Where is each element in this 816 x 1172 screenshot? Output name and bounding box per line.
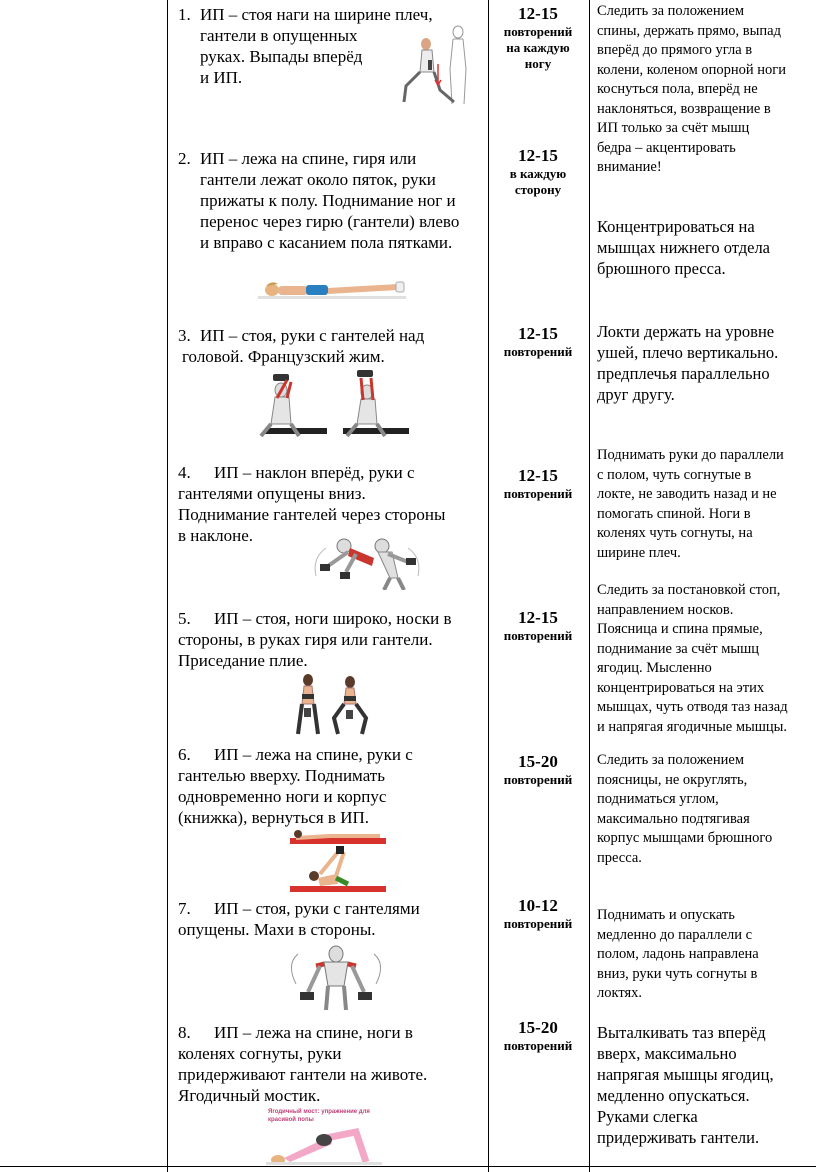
- note-line: брюшного пресса.: [597, 259, 726, 278]
- exercise-line: прижаты к полу. Поднимание ног и: [200, 191, 456, 210]
- note-line: мышцах нижнего отдела: [597, 238, 771, 257]
- exercise-2-note: [597, 216, 815, 279]
- bent-over-raise-illustration: [312, 532, 422, 590]
- reps-count: 12-15: [518, 4, 558, 23]
- exercise-line: ИП – стоя, ноги широко, носки в: [214, 609, 452, 628]
- reps-unit: на каждую: [506, 40, 570, 55]
- column-divider-middle: [488, 0, 489, 1172]
- note-line: Следить за положением: [597, 3, 744, 19]
- exercise-3-description: [178, 325, 483, 367]
- note-line: Поясница и спина прямые,: [597, 621, 763, 637]
- exercise-line: ИП – наклон вперёд, руки с: [214, 463, 415, 482]
- reps-count: 12-15: [518, 608, 558, 627]
- note-line: медленно опускаться.: [597, 1086, 750, 1105]
- exercise-line: коленях согнуты, руки: [178, 1044, 342, 1063]
- exercise-3-reps: [490, 324, 586, 360]
- exercise-line: гантелями опущены вниз.: [178, 484, 366, 503]
- note-line: Поднимать руки до параллели: [597, 447, 784, 463]
- note-line: ушей, плечо вертикально.: [597, 343, 779, 362]
- exercise-number: 2.: [178, 149, 191, 168]
- reps-unit: повторений: [503, 1038, 573, 1053]
- jackknife-illustration: [290, 830, 386, 896]
- lying-woman-illustration: [258, 274, 406, 304]
- exercise-1-note: [597, 2, 815, 178]
- reps-unit: повторений: [503, 486, 573, 501]
- note-line: медленно до параллели с: [597, 926, 753, 943]
- exercise-line: ИП – стоя, руки с гантелями: [214, 899, 420, 918]
- note-line: друг другу.: [597, 385, 675, 404]
- note-line: Следить за постановкой стоп,: [597, 582, 781, 598]
- reps-count: 12-15: [518, 146, 558, 165]
- column-divider-left: [167, 0, 168, 1172]
- reps-unit: повторений: [503, 24, 573, 39]
- note-line: Локти держать на уровне: [597, 322, 775, 341]
- note-line: пресса.: [597, 849, 642, 866]
- note-line: коснуться пола, вперёд не: [597, 81, 758, 97]
- note-line: Поднимать и опускать: [597, 907, 735, 923]
- note-line: вперёд до прямого угла в: [597, 42, 753, 58]
- exercise-6-note: [597, 751, 815, 868]
- exercise-line: придерживают гантели на животе.: [178, 1065, 428, 1084]
- note-line: локте, не заводить назад и не: [597, 486, 777, 502]
- note-line: вниз, руки чуть согнуты в: [597, 965, 758, 982]
- note-line: бедра – акцентировать: [597, 139, 736, 156]
- exercise-line: ИП – лежа на спине, руки с: [214, 745, 413, 764]
- exercise-line: гантели в опущенных: [200, 26, 358, 45]
- exercise-line: в наклоне.: [178, 526, 254, 545]
- exercise-5-reps: [490, 608, 586, 644]
- exercise-line: Ягодичный мостик.: [178, 1086, 321, 1105]
- exercise-line: перенос через гирю (гантели) влево: [200, 212, 460, 231]
- note-line: максимально подтягивая: [597, 810, 750, 827]
- note-line: придерживать гантели.: [597, 1128, 760, 1147]
- exercise-number: 5.: [178, 609, 191, 628]
- exercise-6-description: [178, 744, 483, 828]
- table-bottom-border: [0, 1166, 816, 1167]
- exercise-line: одновременно ноги и корпус: [178, 787, 387, 806]
- note-line: и напрягая ягодичные мышцы.: [597, 718, 788, 735]
- exercise-line: ИП – стоя, руки с гантелей над: [200, 326, 425, 345]
- reps-count: 15-20: [518, 752, 558, 771]
- plie-squat-illustration: [290, 672, 372, 738]
- exercise-number: 8.: [178, 1023, 191, 1042]
- exercise-line: гантелью вверху. Поднимать: [178, 766, 385, 785]
- note-line: ягодиц. Мысленно: [597, 660, 712, 676]
- note-line: концентрироваться на этих: [597, 679, 765, 696]
- exercise-line: ИП – лежа на спине, ноги в: [214, 1023, 413, 1042]
- note-line: поясницы, не округлять,: [597, 771, 748, 788]
- note-line: напрягая мышцы ягодиц,: [597, 1065, 774, 1084]
- note-line: ширине плеч.: [597, 544, 681, 561]
- reps-count: 15-20: [518, 1018, 558, 1037]
- reps-unit: сторону: [514, 182, 562, 197]
- note-line: подниматься углом,: [597, 791, 719, 807]
- exercise-line: Поднимание гантелей через стороны: [178, 505, 446, 524]
- overhead-press-illustration: [255, 366, 413, 440]
- column-divider-right: [589, 0, 590, 1172]
- exercise-7-note: [597, 906, 815, 1004]
- note-line: мышцах, чуть отводя таз назад: [597, 699, 788, 715]
- exercise-line: ИП – стоя наги на ширине плеч,: [200, 5, 433, 24]
- note-line: направлением носков.: [597, 601, 734, 618]
- exercise-number: 6.: [178, 745, 191, 764]
- note-line: корпус мышцами брюшного: [597, 830, 773, 846]
- reps-count: 10-12: [518, 896, 558, 915]
- exercise-7-description: [178, 898, 483, 940]
- reps-count: 12-15: [518, 466, 558, 485]
- exercise-line: головой. Французский жим.: [182, 347, 385, 366]
- note-line: вверх, максимально: [597, 1044, 737, 1063]
- exercise-2-reps: [490, 146, 586, 198]
- exercise-7-reps: [490, 896, 586, 932]
- note-line: наклоняться, возвращение в: [597, 100, 771, 117]
- reps-unit: в каждую: [509, 166, 567, 181]
- exercise-line: и вправо с касанием пола пятками.: [200, 233, 453, 252]
- note-line: полом, ладонь направлена: [597, 946, 759, 962]
- note-line: помогать спиной. Ноги в: [597, 505, 751, 522]
- note-line: предплечья параллельно: [597, 364, 770, 383]
- glute-bridge-caption: Ягодичный мост: упражнение для красивой попы: [268, 1109, 370, 1123]
- exercise-6-reps: [490, 752, 586, 788]
- lunge-figure-illustration: [398, 24, 480, 112]
- note-line: поднимание за счёт мышц: [597, 640, 760, 657]
- exercise-5-note: [597, 581, 815, 737]
- note-line: внимание!: [597, 159, 662, 175]
- note-line: коленях чуть согнуты, на: [597, 525, 753, 541]
- reps-unit: повторений: [503, 344, 573, 359]
- reps-unit: ногу: [524, 56, 552, 71]
- exercise-4-reps: [490, 466, 586, 502]
- note-line: спины, держать прямо, выпад: [597, 22, 781, 39]
- exercise-line: и ИП.: [200, 68, 243, 87]
- exercise-2-description: [178, 148, 483, 253]
- exercise-number: 4.: [178, 463, 191, 482]
- exercise-3-note: [597, 321, 815, 405]
- exercise-number: 1.: [178, 5, 191, 24]
- exercise-8-description: [178, 1022, 483, 1106]
- note-line: Выталкивать таз вперёд: [597, 1023, 766, 1042]
- exercise-4-note: [597, 446, 815, 563]
- exercise-line: ИП – лежа на спине, гиря или: [200, 149, 417, 168]
- note-line: Следить за положением: [597, 752, 744, 768]
- reps-unit: повторений: [503, 772, 573, 787]
- exercise-5-description: [178, 608, 483, 671]
- exercise-line: опущены. Махи в стороны.: [178, 920, 376, 939]
- note-line: локтях.: [597, 985, 643, 1001]
- note-line: колени, коленом опорной ноги: [597, 61, 787, 78]
- exercise-line: стороны, в руках гиря или гантели.: [178, 630, 433, 649]
- exercise-line: Приседание плие.: [178, 651, 308, 670]
- glute-bridge-illustration: [266, 1122, 382, 1166]
- reps-unit: повторений: [503, 628, 573, 643]
- exercise-8-reps: [490, 1018, 586, 1054]
- note-line: ИП только за счёт мышц: [597, 120, 750, 136]
- exercise-8-note: [597, 1022, 815, 1148]
- exercise-1-reps: [490, 4, 586, 72]
- note-line: с полом, чуть согнутые в: [597, 466, 752, 483]
- exercise-number: 3.: [178, 326, 191, 345]
- exercise-line: (книжка), вернуться в ИП.: [178, 808, 370, 827]
- exercise-line: гантели лежат около пяток, руки: [200, 170, 436, 189]
- note-line: Концентрироваться на: [597, 217, 755, 236]
- exercise-line: руках. Выпады вперёд: [200, 47, 363, 66]
- lateral-raise-illustration: [286, 944, 386, 1010]
- reps-count: 12-15: [518, 324, 558, 343]
- reps-unit: повторений: [503, 916, 573, 931]
- note-line: Руками слегка: [597, 1107, 698, 1126]
- exercise-number: 7.: [178, 899, 191, 918]
